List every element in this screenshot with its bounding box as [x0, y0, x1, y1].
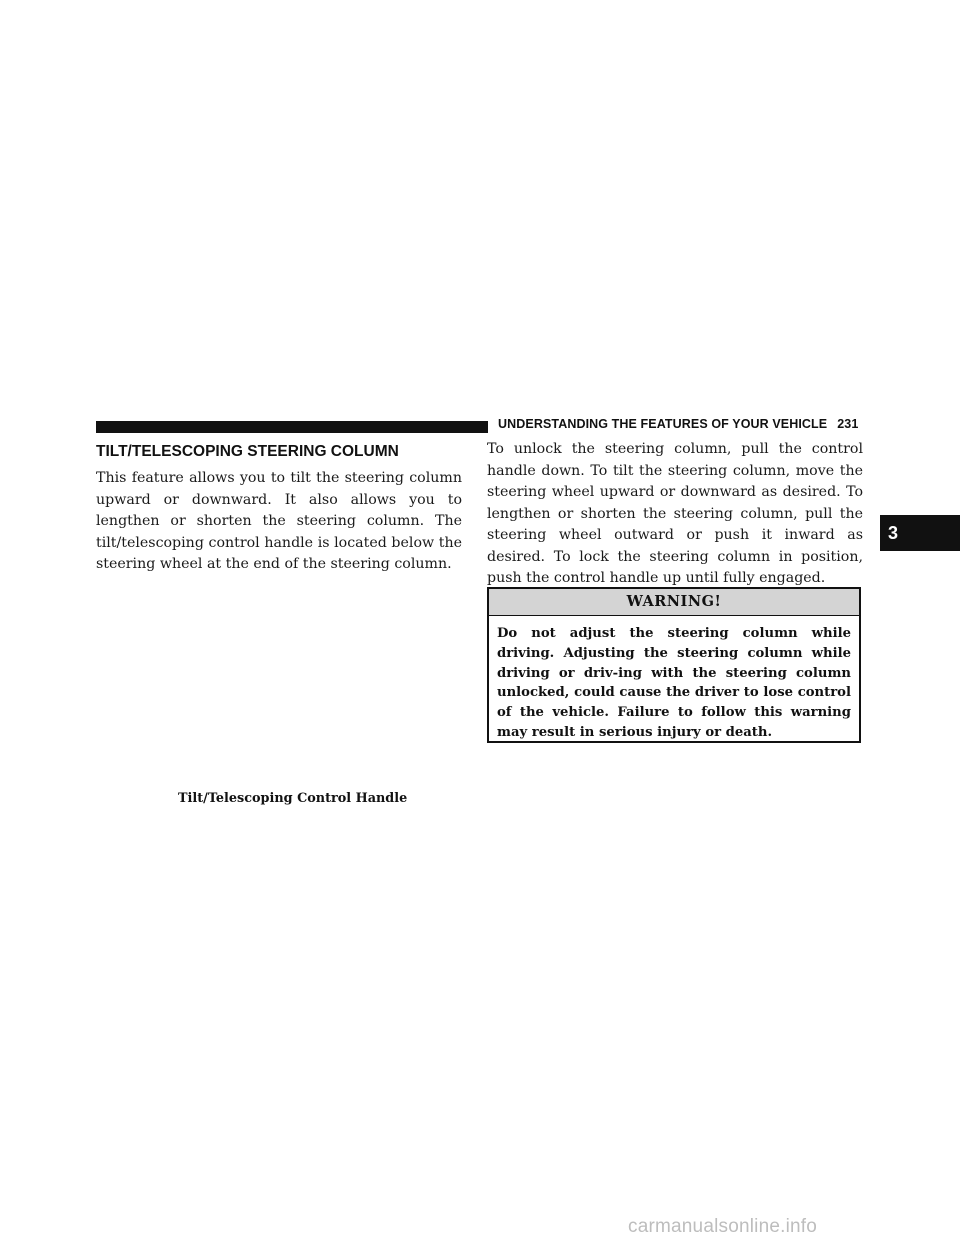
instructions-paragraph: To unlock the steering column, pull the control handle down. To tilt the steering column, move the steering wheel upward or downward as desired. To lengthen or shorten the steering column, pull the steering wheel outward or push it inward as desired. To lock the steering column in position, push the control handle up until fully engaged.: [487, 441, 863, 586]
page-number: 231: [837, 417, 859, 431]
figure-caption: Tilt/Telescoping Control Handle: [178, 791, 408, 806]
header-rule: [96, 421, 488, 433]
warning-box: [487, 587, 861, 743]
running-header: [498, 417, 858, 431]
warning-text: Do not adjust the steering column while driving. Adjusting the steering column while driving or driv-ing with the steering column unlocked, could cause the driver to lose control of the vehicle. Failure to follow this warning may result in serious injury or death.: [497, 626, 851, 740]
chapter-tab: 3: [880, 515, 960, 551]
intro-paragraph: This feature allows you to tilt the steering column upward or downward. It also allows you to lengthen or shorten the steering column. The tilt/telescoping control handle is located below the steering wheel at the end of the steering column.: [96, 470, 462, 572]
watermark: carmanualsonline.info: [628, 1216, 818, 1237]
section-heading: TILT/TELESCOPING STEERING COLUMN: [96, 443, 399, 460]
header-section-title: UNDERSTANDING THE FEATURES OF YOUR VEHICLE: [498, 417, 828, 431]
warning-title: WARNING!: [489, 589, 859, 616]
